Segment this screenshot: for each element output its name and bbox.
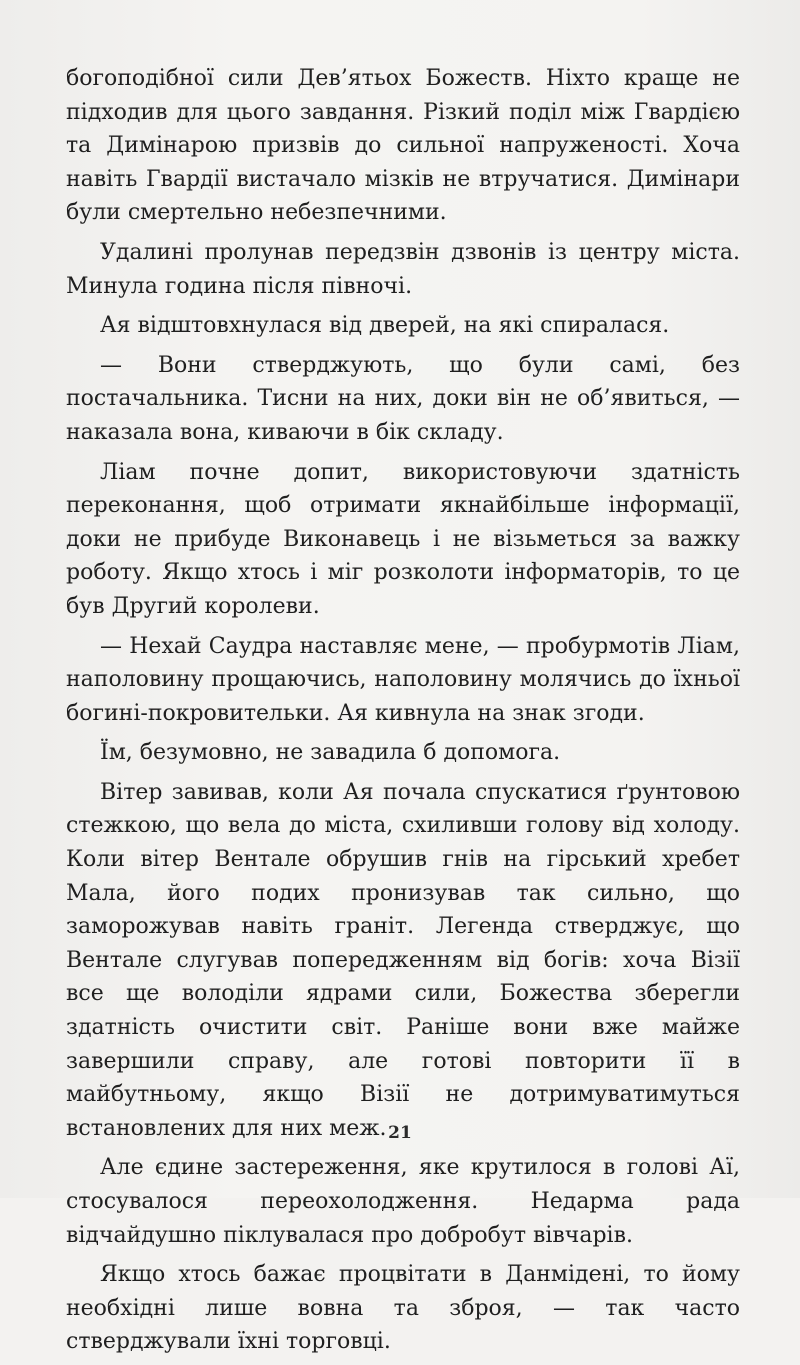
paragraph-4: — Вони стверджують, що були самі, без постачальника. Тисни на них, доки він не об’явиться, — наказала вона, киваючи в бік складу.	[66, 352, 740, 445]
paragraph-1: богоподібної сили Дев’ятьох Божеств. Ніхто краще не підходив для цього завдання. Різкий поділ між Гвардією та Димінарою призвів до сильної напруженості. Хоча навіть Гвардії вистачало мізків не втручатися. Димінари були смертельно небезпечними.	[66, 66, 740, 226]
paragraph-8: Вітер завивав, коли Ая почала спускатися ґрунтовою стежкою, що вела до міста, схиливши голову від холоду. Коли вітер Вентале обрушив гнів на гірський хребет Мала, його подих пронизував так сильно, що заморожував навіть граніт. Легенда стверджує, що Вентале слугував попередженням від богів: хоча Візії все ще володіли ядрами сили, Божества зберегли здатність очистити світ. Раніше вони вже майже завершили справу, але готові повторити її в майбутньому, якщо Візії не дотримуватимуться встановлених для них меж.	[66, 779, 740, 1141]
page-number: 21	[388, 1123, 412, 1143]
paragraph-7: Їм, безумовно, не завадила б допомога.	[100, 740, 561, 766]
paragraph-6: — Нехай Саудра наставляє мене, — пробурмотів Ліам, наполовину прощаючись, наполовину молячись до їхньої богині-покровительки. Ая кивнула на знак згоди.	[66, 633, 740, 726]
paragraph-10: Якщо хтось бажає процвітати в Данмідені, то йому необхідні лише вовна та зброя, — так часто стверджували їхні торговці.	[66, 1262, 740, 1355]
paragraph-3: Ая відштовхнулася від дверей, на які спиралася.	[100, 313, 670, 339]
paragraph-9: Але єдине застереження, яке крутилося в голові Аї, стосувалося переохолодження. Недарма рада відчайдушно піклувалася про добробут вівчарів.	[66, 1155, 740, 1248]
paragraph-5: Ліам почне допит, використовуючи здатність переконання, щоб отримати якнайбільше інформації, доки не прибуде Виконавець і не візьметься за важку роботу. Якщо хтось і міг розколоти інформаторів, то це був Другий королеви.	[66, 459, 740, 619]
body-text	[66, 62, 740, 1365]
paragraph-2: Удалині пролунав передзвін дзвонів із центру міста. Минула година після півночі.	[66, 239, 740, 299]
